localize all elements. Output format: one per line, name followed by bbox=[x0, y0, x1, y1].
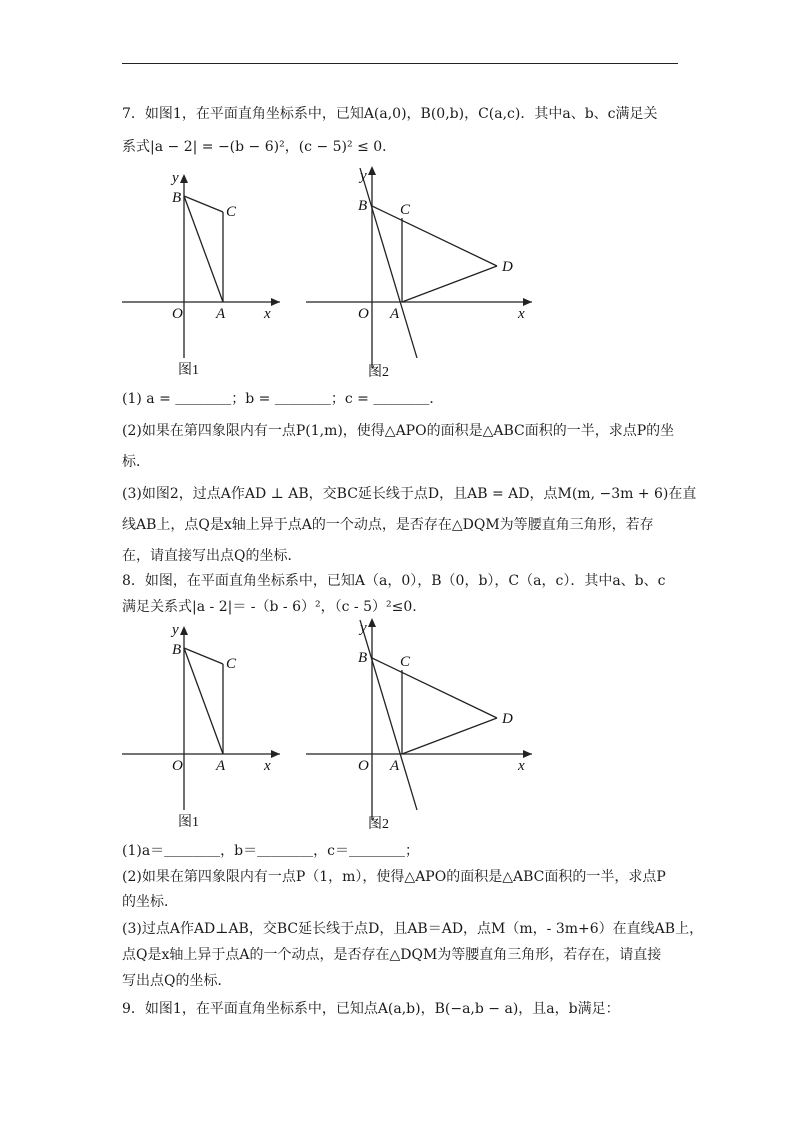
q8-stem-line1: 8．如图，在平面直角坐标系中，已知A（a，0），B（0，b），C（a，c）．其中a、b、c bbox=[122, 573, 666, 589]
q8-fig1-o-label: O bbox=[172, 758, 183, 774]
fig2-o-label: O bbox=[358, 306, 369, 322]
header-rule bbox=[122, 63, 678, 64]
q8-stem-line2: 满足关系式|a - 2|＝ -（b - 6）²，（c - 5）²≤0. bbox=[122, 599, 417, 615]
q7-stem-line1: 7．如图1，在平面直角坐标系中，已知A(a,0)，B(0,b)，C(a,c)．其中a、b、c满足关 bbox=[122, 106, 658, 122]
q8-fig2-b-label: B bbox=[358, 650, 368, 666]
q8-figure-1 bbox=[120, 620, 290, 830]
q8-fig1-a-label: A bbox=[216, 758, 226, 774]
fig1-c-label: C bbox=[226, 204, 237, 220]
q7-part3-line2: 线AB上，点Q是x轴上异于点A的一个动点，是否存在△DQM为等腰直角三角形，若存 bbox=[122, 517, 654, 533]
q7-part3-line3: 在，请直接写出点Q的坐标． bbox=[122, 548, 302, 564]
q8-fig2-x-label: x bbox=[518, 758, 525, 774]
fig1-caption: 图1 bbox=[178, 363, 199, 378]
q8-part2-line2: 的坐标． bbox=[122, 894, 178, 910]
fig2-d-label: D bbox=[502, 259, 513, 275]
fig2-y-label: y bbox=[360, 168, 367, 184]
q8-fig2-o-label: O bbox=[358, 758, 369, 774]
fig1-b-label: B bbox=[172, 190, 182, 206]
q8-fig1-caption: 图1 bbox=[178, 815, 199, 830]
q8-figure-2 bbox=[300, 612, 540, 834]
fig1-a-label: A bbox=[216, 306, 226, 322]
q8-fig1-y-label: y bbox=[172, 622, 179, 638]
q7-figure-1 bbox=[120, 168, 290, 378]
q8-fig2-d-label: D bbox=[502, 711, 513, 727]
q8-part2-line1: (2)如果在第四象限内有一点P（1，m），使得△APO的面积是△ABC面积的一半，求点P bbox=[122, 869, 666, 885]
q8-part1: (1)a＝＿＿＿＿，b＝＿＿＿＿，c＝＿＿＿＿； bbox=[122, 843, 419, 859]
q8-fig2-caption: 图2 bbox=[368, 817, 389, 832]
q8-fig1-x-label: x bbox=[264, 758, 271, 774]
q7-figure-2 bbox=[300, 160, 540, 382]
fig2-a-label: A bbox=[390, 306, 400, 322]
fig1-o-label: O bbox=[172, 306, 183, 322]
q9-stem-line1: 9．如图1，在平面直角坐标系中，已知点A(a,b)，B(−a,b − a)，且a，b满足： bbox=[122, 1001, 620, 1017]
q8-fig2-c-label: C bbox=[400, 654, 411, 670]
q8-fig2-y-label: y bbox=[360, 620, 367, 636]
q7-stem-line2: 系式|a − 2| = −(b − 6)²，(c − 5)² ≤ 0． bbox=[122, 139, 397, 155]
fig2-caption: 图2 bbox=[368, 365, 389, 380]
q8-part3-line2: 点Q是x轴上异于点A的一个动点，是否存在△DQM为等腰直角三角形，若存在，请直接 bbox=[122, 947, 662, 963]
fig2-x-label: x bbox=[518, 306, 525, 322]
q8-fig1-b-label: B bbox=[172, 642, 182, 658]
q7-part2-line2: 标． bbox=[122, 454, 150, 470]
q8-part3-line3: 写出点Q的坐标． bbox=[122, 973, 232, 989]
fig2-b-label: B bbox=[358, 198, 368, 214]
fig1-x-label: x bbox=[264, 306, 271, 322]
fig1-y-label: y bbox=[172, 170, 179, 186]
fig2-c-label: C bbox=[400, 202, 411, 218]
q8-fig1-c-label: C bbox=[226, 656, 237, 672]
q7-part3-line1: (3)如图2，过点A作AD ⊥ AB，交BC延长线于点D，且AB = AD，点M(m, −3m + 6)在直 bbox=[122, 486, 697, 502]
q8-part3-line1: (3)过点A作AD⊥AB，交BC延长线于点D，且AB＝AD，点M（m，- 3m+6）在直线AB上， bbox=[122, 921, 704, 937]
q8-fig2-a-label: A bbox=[390, 758, 400, 774]
q7-part2-line1: (2)如果在第四象限内有一点P(1,m)，使得△APO的面积是△ABC面积的一半，求点P的坐 bbox=[122, 423, 675, 439]
q7-part1: (1) a = ＿＿＿＿；b = ＿＿＿＿；c = ＿＿＿＿． bbox=[122, 391, 444, 407]
